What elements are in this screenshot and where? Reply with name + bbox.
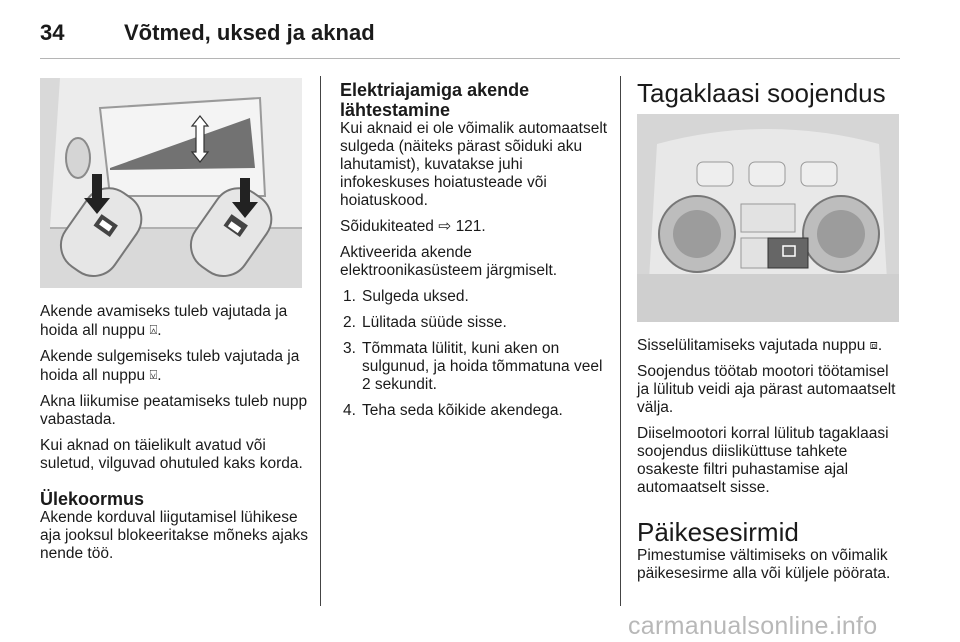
rear-window-heater-icon: ⧈ [869,337,878,352]
column-3 [637,78,903,108]
page-header [40,20,900,60]
page-reference[interactable]: 121. [455,218,486,235]
paragraph: Pimestumise vältimiseks on võimalik päikesesirme alla või küljele pöörata. [637,547,891,582]
paragraph-end: . [157,367,162,384]
window-keys-figure [40,78,302,288]
paragraph [637,336,903,355]
step-text: Sulgeda uksed. [362,288,469,305]
page-reference-icon: ⇨ [438,218,452,235]
list-item [340,402,608,420]
paragraph [40,303,308,340]
column-divider [620,76,621,606]
step-text: Teha seda kõikide akendega. [362,402,563,419]
watermark: carmanualsonline.info [628,612,878,640]
paragraph: Akende korduval liigutamisel lühikese aja jooksul blokeeritakse mõneks ajaks nende töö. [40,509,308,562]
step-number: 2. [343,314,356,331]
header-divider [40,58,900,59]
step-number: 4. [343,402,356,419]
section-heading [340,80,608,120]
reference-text: Sõidukiteated [340,218,434,235]
step-number: 3. [343,340,356,357]
paragraph-end: . [877,337,883,354]
paragraph-text: Sisselülitamiseks vajutada nuppu [637,337,866,354]
step-number: 1. [343,288,356,305]
heading-line: lähtestamine [340,100,451,120]
climate-panel-illustration [637,114,899,322]
heading-line: Elektriajamiga akende [340,80,530,100]
steps-list [340,288,608,420]
paragraph-text: Akende sulgemiseks tuleb vajutada ja hoida all nuppu [40,348,300,384]
window-open-icon: ⍓ [149,322,158,337]
column-1 [40,303,308,571]
paragraph: Aktiveerida akende elektroonikasüsteem järgmiselt. [340,244,558,279]
column-divider [320,76,321,606]
paragraph: Akna liikumise peatamiseks tuleb nupp vabastada. [40,393,308,428]
column-3-body [637,336,903,591]
column-2 [340,80,608,428]
paragraph: Diiselmootori korral lülitub tagaklaasi soojendus diisliküttuse tahkete osakeste filtri puhastamise ajal automaatselt sisse. [637,425,889,496]
paragraph: Soojendus töötab mootori töötamisel ja lülitub veidi aja pärast automaatselt välja. [637,363,896,416]
paragraph [40,348,308,385]
step-text: Lülitada süüde sisse. [362,314,507,331]
list-item [340,314,608,332]
paragraph [340,218,608,236]
paragraph-end: . [157,322,162,339]
page-title: Võtmed, uksed ja aknad [124,20,375,45]
paragraph: Kui aknaid ei ole võimalik automaatselt sulgeda (näiteks pärast sõiduki aku lahutamist), kuvatakse juhi infokeskuses hoiatusteade või hoiatuskood. [340,120,608,209]
list-item [340,288,608,306]
list-item [340,340,608,394]
window-switch-illustration [40,78,302,288]
paragraph-text: Akende avamiseks tuleb vajutada ja hoida all nuppu [40,303,288,339]
window-close-icon: ⍌ [149,367,158,382]
page-number: 34 [40,20,65,45]
section-heading: Ülekoormus [40,489,145,509]
section-heading: Päikesesirmid [637,517,799,547]
step-text: Tõmmata lülitit, kuni aken on sulgunud, ja hoida tõmmatuna veel 2 sekundit. [362,340,603,393]
paragraph: Kui aknad on täielikult avatud või suletud, vilguvad ohutuled kaks korda. [40,437,303,472]
section-heading: Tagaklaasi soojendus [637,78,886,108]
climate-control-figure [637,114,899,322]
